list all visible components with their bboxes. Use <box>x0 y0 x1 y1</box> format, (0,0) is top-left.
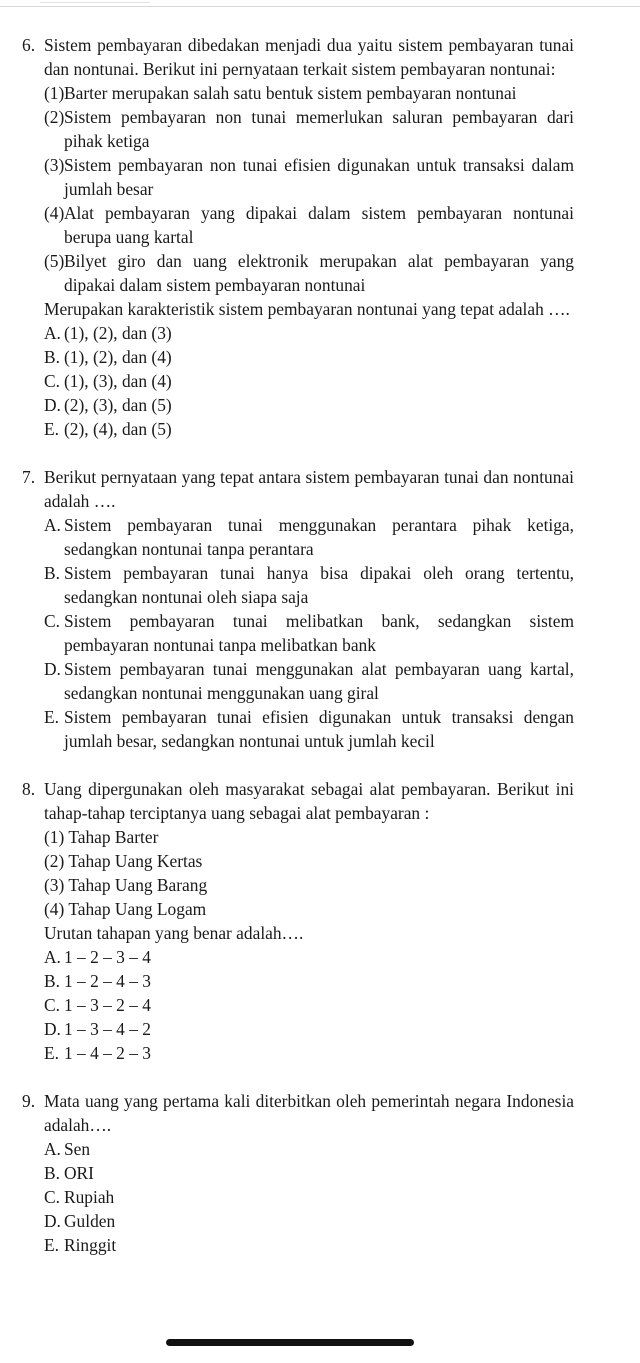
statement-text: Alat pembayaran yang dipakai dalam sistem pembayaran nontunai berupa uang kartal <box>64 203 574 247</box>
statement-number: (1) <box>44 827 65 847</box>
option-text: 1 – 3 – 4 – 2 <box>64 1019 151 1039</box>
option-text: Sistem pembayaran tunai menggunakan alat pembayaran uang kartal, sedangkan nontunai menggunakan uang giral <box>64 659 574 703</box>
option-letter: B. <box>44 563 60 583</box>
statement-text: Tahap Uang Logam <box>68 899 207 919</box>
question-number: 9. <box>22 1091 36 1111</box>
option-text: Sistem pembayaran tunai menggunakan perantara pihak ketiga, sedangkan nontunai tanpa perantara <box>64 515 574 559</box>
option-text: ORI <box>64 1163 94 1183</box>
question-number: 7. <box>22 467 36 487</box>
question-spacer <box>0 441 640 465</box>
option-text: (1), (2), dan (3) <box>64 323 172 343</box>
statement-item <box>0 897 640 921</box>
option-letter: A. <box>44 515 61 535</box>
answer-option[interactable] <box>0 609 640 657</box>
question-text: Berikut pernyataan yang tepat antara sistem pembayaran tunai dan nontunai adalah …. <box>44 467 574 511</box>
option-letter: A. <box>44 947 61 967</box>
statement-item <box>0 249 640 297</box>
question-7 <box>0 465 640 753</box>
option-letter: A. <box>44 323 61 343</box>
answer-option[interactable] <box>0 345 640 369</box>
option-text: Gulden <box>64 1211 116 1231</box>
question-9 <box>0 1089 640 1257</box>
question-6 <box>0 33 640 441</box>
statement-number: (4) <box>44 899 65 919</box>
question-stem <box>0 33 640 81</box>
question-spacer <box>0 1065 640 1089</box>
option-text: (2), (3), dan (5) <box>64 395 172 415</box>
statement-item <box>0 201 640 249</box>
answer-option[interactable] <box>0 513 640 561</box>
question-spacer <box>0 753 640 777</box>
question-stem <box>0 1089 640 1137</box>
option-text: 1 – 2 – 4 – 3 <box>64 971 151 991</box>
statement-number: (2) <box>44 107 65 127</box>
answer-option[interactable] <box>0 1137 640 1161</box>
option-letter: D. <box>44 395 61 415</box>
answer-option[interactable] <box>0 393 640 417</box>
option-text: (1), (3), dan (4) <box>64 371 172 391</box>
statement-text: Tahap Barter <box>68 827 159 847</box>
statement-item <box>0 849 640 873</box>
answer-option[interactable] <box>0 1185 640 1209</box>
answer-option[interactable] <box>0 1161 640 1185</box>
option-text: Sen <box>64 1139 91 1159</box>
option-text: (2), (4), dan (5) <box>64 419 172 439</box>
question-text: Mata uang yang pertama kali diterbitkan oleh pemerintah negara Indonesia adalah…. <box>44 1091 574 1135</box>
answer-option[interactable] <box>0 945 640 969</box>
answer-option[interactable] <box>0 369 640 393</box>
statement-text: Sistem pembayaran non tunai efisien digunakan untuk transaksi dalam jumlah besar <box>64 155 574 199</box>
question-prompt: Merupakan karakteristik sistem pembayaran nontunai yang tepat adalah …. <box>44 299 570 319</box>
answer-option[interactable] <box>0 1209 640 1233</box>
answer-option[interactable] <box>0 969 640 993</box>
statement-number: (2) <box>44 851 65 871</box>
answer-option[interactable] <box>0 1017 640 1041</box>
answer-option[interactable] <box>0 321 640 345</box>
question-stem <box>0 465 640 513</box>
statement-number: (3) <box>44 155 65 175</box>
answer-option[interactable] <box>0 1233 640 1257</box>
statement-text: Tahap Uang Kertas <box>68 851 203 871</box>
option-text: Sistem pembayaran tunai hanya bisa dipakai oleh orang tertentu, sedangkan nontunai oleh siapa saja <box>64 563 574 607</box>
statement-item <box>0 873 640 897</box>
question-number: 6. <box>22 35 36 55</box>
question-number: 8. <box>22 779 36 799</box>
statement-item <box>0 105 640 153</box>
statement-number: (5) <box>44 251 65 271</box>
option-letter: C. <box>44 995 60 1015</box>
question-8 <box>0 777 640 1065</box>
option-text: Rupiah <box>64 1187 115 1207</box>
option-text: 1 – 2 – 3 – 4 <box>64 947 151 967</box>
option-letter: C. <box>44 611 60 631</box>
option-letter: B. <box>44 971 60 991</box>
answer-option[interactable] <box>0 561 640 609</box>
statement-text: Barter merupakan salah satu bentuk sistem pembayaran nontunai <box>64 83 517 103</box>
option-text: 1 – 3 – 2 – 4 <box>64 995 151 1015</box>
option-letter: E. <box>44 419 59 439</box>
option-letter: B. <box>44 347 60 367</box>
option-text: Ringgit <box>64 1235 117 1255</box>
answer-option[interactable] <box>0 993 640 1017</box>
option-letter: E. <box>44 707 59 727</box>
option-text: (1), (2), dan (4) <box>64 347 172 367</box>
option-letter: D. <box>44 1019 61 1039</box>
option-letter: E. <box>44 1043 59 1063</box>
option-text: Sistem pembayaran tunai melibatkan bank, sedangkan sistem pembayaran nontunai tanpa melibatkan bank <box>64 611 574 655</box>
answer-option[interactable] <box>0 417 640 441</box>
answer-option[interactable] <box>0 1041 640 1065</box>
statement-text: Tahap Uang Barang <box>68 875 208 895</box>
top-edge-fragment <box>40 2 150 3</box>
option-letter: D. <box>44 1211 61 1231</box>
option-text: Sistem pembayaran tunai efisien digunakan untuk transaksi dengan jumlah besar, sedangkan nontunai untuk jumlah kecil <box>64 707 574 751</box>
answer-option[interactable] <box>0 657 640 705</box>
horizontal-scroll-indicator[interactable] <box>166 1339 414 1346</box>
question-text: Sistem pembayaran dibedakan menjadi dua yaitu sistem pembayaran tunai dan nontunai. Berikut ini pernyataan terkait sistem pembayaran nontunai: <box>44 35 574 79</box>
worksheet-page <box>0 33 640 1257</box>
answer-option[interactable] <box>0 705 640 753</box>
statement-text: Bilyet giro dan uang elektronik merupakan alat pembayaran yang dipakai dalam sistem pembayaran nontunai <box>64 251 574 295</box>
option-text: 1 – 4 – 2 – 3 <box>64 1043 151 1063</box>
statement-item <box>0 153 640 201</box>
statement-number: (3) <box>44 875 65 895</box>
option-letter: C. <box>44 1187 60 1207</box>
statement-item <box>0 825 640 849</box>
option-letter: E. <box>44 1235 59 1255</box>
statement-text: Sistem pembayaran non tunai memerlukan saluran pembayaran dari pihak ketiga <box>64 107 574 151</box>
question-prompt: Urutan tahapan yang benar adalah…. <box>44 923 304 943</box>
statement-number: (1) <box>44 83 65 103</box>
question-text: Uang dipergunakan oleh masyarakat sebagai alat pembayaran. Berikut ini tahap-tahap terciptanya uang sebagai alat pembayaran : <box>44 779 574 823</box>
statement-number: (4) <box>44 203 65 223</box>
option-letter: D. <box>44 659 61 679</box>
option-letter: C. <box>44 371 60 391</box>
option-letter: A. <box>44 1139 61 1159</box>
top-divider <box>0 6 640 7</box>
statement-item <box>0 81 640 105</box>
question-stem <box>0 777 640 825</box>
option-letter: B. <box>44 1163 60 1183</box>
